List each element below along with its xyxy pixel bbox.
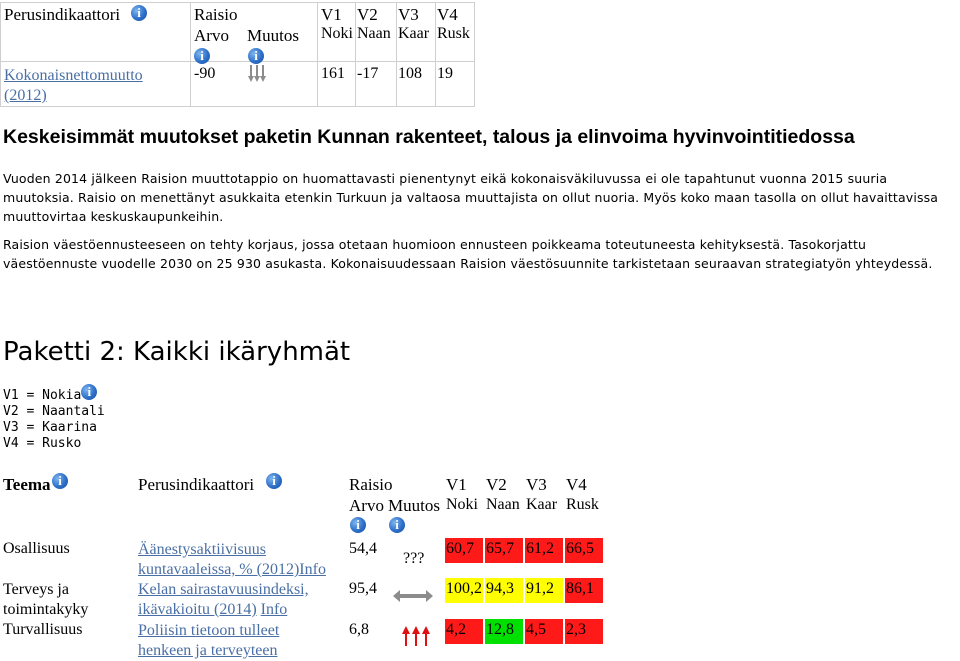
- v3-value: 4,5: [526, 621, 546, 638]
- info-icon[interactable]: [81, 384, 97, 400]
- v2-value: 94,3: [486, 580, 514, 597]
- indicator-line: Poliisin tietoon tulleet: [138, 622, 280, 639]
- arvo-value: 54,4: [349, 540, 377, 557]
- summary-row-label-cell: [1, 62, 191, 107]
- v4-cell: [565, 578, 603, 603]
- legend-item-v2: V2 = Naantali: [3, 404, 105, 419]
- indicator-line: Kelan sairastavuusindeksi,: [138, 581, 309, 598]
- arvo-header: Arvo: [349, 496, 384, 515]
- v1-value: 161: [321, 65, 345, 82]
- indicator-aanestys-link[interactable]: [138, 541, 299, 578]
- teema-turvallisuus: Turvallisuus: [3, 621, 83, 638]
- legend: [3, 388, 105, 452]
- v3-sub-header: Kaar: [526, 496, 558, 513]
- trend-down-arrows-icon: [248, 65, 270, 85]
- muutos-label: Muutos: [247, 26, 299, 45]
- summary-header-v2: [356, 3, 397, 62]
- v2-value: 65,7: [486, 540, 514, 557]
- v2-sub-label: Naan: [357, 25, 391, 42]
- paragraph-1-block: [3, 169, 959, 226]
- arvo-value: 6,8: [349, 621, 369, 638]
- v2-label: V2: [357, 5, 378, 24]
- v3-cell: [525, 619, 563, 644]
- v4-value: 66,5: [566, 540, 594, 557]
- v3-sub-label: Kaar: [398, 25, 430, 42]
- summary-header-indicator: [1, 3, 191, 62]
- summary-header-v4: [436, 3, 475, 62]
- kokonaisnettomuutto-link[interactable]: Kokonaisnettomuutto (2012): [4, 67, 143, 104]
- teema-header: Teema: [3, 475, 51, 494]
- teema-osallisuus: Osallisuus: [3, 540, 70, 557]
- v4-value: 19: [437, 65, 453, 82]
- v4-sub-header: Rusk: [566, 496, 599, 513]
- legend-item-v3: V3 = Kaarina: [3, 420, 97, 435]
- v4-value: 86,1: [566, 580, 594, 597]
- indicator-line: Äänestysaktiivisuus: [138, 541, 266, 558]
- info-icon[interactable]: [52, 473, 68, 489]
- trend-stable-double-arrow-icon: [393, 590, 433, 602]
- v2-cell: [485, 538, 523, 563]
- indicator-kela: [138, 580, 348, 620]
- v1-sub-header: Noki: [446, 496, 478, 513]
- summary-row-raisio-cell: [191, 62, 318, 107]
- summary-header-label: Perusindikaattori: [4, 5, 121, 24]
- v2-cell: [485, 619, 523, 644]
- v3-value: 61,2: [526, 540, 554, 557]
- v4-value: 2,3: [566, 621, 586, 638]
- raisio-label: Raisio: [194, 5, 238, 24]
- arvo-value: 95,4: [349, 580, 377, 597]
- v2-cell: [485, 578, 523, 603]
- muutos-header: Muutos: [388, 496, 440, 515]
- v1-cell: [445, 619, 483, 644]
- indicator-poliisi: [138, 621, 348, 661]
- indicator-line: ikävakioitu (2014): [138, 601, 257, 618]
- v2-header: V2: [486, 475, 507, 494]
- info-link[interactable]: Info: [299, 561, 326, 578]
- v3-value: 108: [398, 65, 422, 82]
- indicator-poliisi-link[interactable]: [138, 622, 279, 659]
- v3-cell: [525, 578, 563, 603]
- legend-item-v4: V4 = Rusko: [3, 436, 82, 451]
- v1-value: 100,2: [446, 580, 482, 597]
- v3-cell: [525, 538, 563, 563]
- teema-terveys: Terveys ja toimintakyky: [3, 581, 89, 618]
- v1-sub-label: Noki: [321, 25, 353, 42]
- v4-sub-label: Rusk: [437, 25, 470, 42]
- info-link[interactable]: Info: [260, 601, 288, 618]
- summary-header-v1: [318, 3, 356, 62]
- paragraph-1: Vuoden 2014 jälkeen Raision muuttotappio on huomattavasti pienentynyt eikä kokonaisväkiluvussa ei ole tapahtunut vuonna 2015 suuria muutoksia. Raisio on menettänyt asukkaita etenkin Turkuun ja valtaosa muuttajista on ollut nuoria. Myös koko maan tasolla on ollut havaittavissa muuttovirtaa keskuskaupunkeihin.: [3, 171, 939, 224]
- v2-value: 12,8: [486, 621, 514, 638]
- summary-table: [0, 2, 475, 107]
- summary-v2-cell: [356, 62, 397, 107]
- v3-header: V3: [526, 475, 547, 494]
- indicator-line: kuntavaaleissa, % (2012): [138, 561, 300, 578]
- summary-v1-cell: [318, 62, 356, 107]
- perusindikaattori-header: Perusindikaattori: [138, 475, 255, 494]
- v1-value: 4,2: [446, 621, 466, 638]
- indicator-line: henkeen ja terveyteen: [138, 642, 278, 659]
- legend-item-v1: V1 = Nokia: [3, 388, 82, 403]
- v1-label: V1: [321, 5, 342, 24]
- indicator-aanestys: [138, 540, 348, 580]
- v1-cell: [445, 578, 483, 603]
- v4-header: V4: [566, 475, 587, 494]
- v1-cell: [445, 538, 483, 563]
- summary-v3-cell: [397, 62, 436, 107]
- v4-cell: [565, 538, 603, 563]
- v4-label: V4: [437, 5, 458, 24]
- paragraph-2: Raision väestöennusteeseen on tehty korjaus, jossa otetaan huomioon ennusteen poikkeama toteutuneesta kehityksestä. Tasokorjattu väestöennuste vuodelle 2030 on 25 930 asukasta. Kokonaisuudessaan Raision väestösuunnite tarkistetaan seuraavan strategiatyön yhteydessä.: [3, 237, 933, 271]
- v2-value: -17: [357, 65, 379, 82]
- muutos-unknown: ???: [403, 550, 425, 567]
- summary-header-raisio: [191, 3, 318, 62]
- info-icon[interactable]: [131, 5, 147, 21]
- paragraph-2-block: [3, 235, 959, 273]
- arvo-label: Arvo: [194, 26, 229, 45]
- info-icon[interactable]: [389, 517, 405, 533]
- info-icon[interactable]: [266, 473, 282, 489]
- raisio-header: Raisio: [349, 475, 393, 494]
- v3-label: V3: [398, 5, 419, 24]
- v3-value: 91,2: [526, 580, 554, 597]
- package-heading: Paketti 2: Kaikki ikäryhmät: [3, 337, 351, 367]
- summary-v4-cell: [436, 62, 475, 107]
- section-heading: Keskeisimmät muutokset paketin Kunnan rakenteet, talous ja elinvoima hyvinvointitiedossa: [3, 126, 855, 148]
- v1-header: V1: [446, 475, 467, 494]
- summary-header-v3: [397, 3, 436, 62]
- indicator-table: [0, 472, 960, 661]
- v1-value: 60,7: [446, 540, 474, 557]
- v2-sub-header: Naan: [486, 496, 520, 513]
- info-icon[interactable]: [350, 517, 366, 533]
- v4-cell: [565, 619, 603, 644]
- raisio-arvo-value: -90: [194, 65, 216, 82]
- trend-up-arrows-icon: [402, 626, 430, 646]
